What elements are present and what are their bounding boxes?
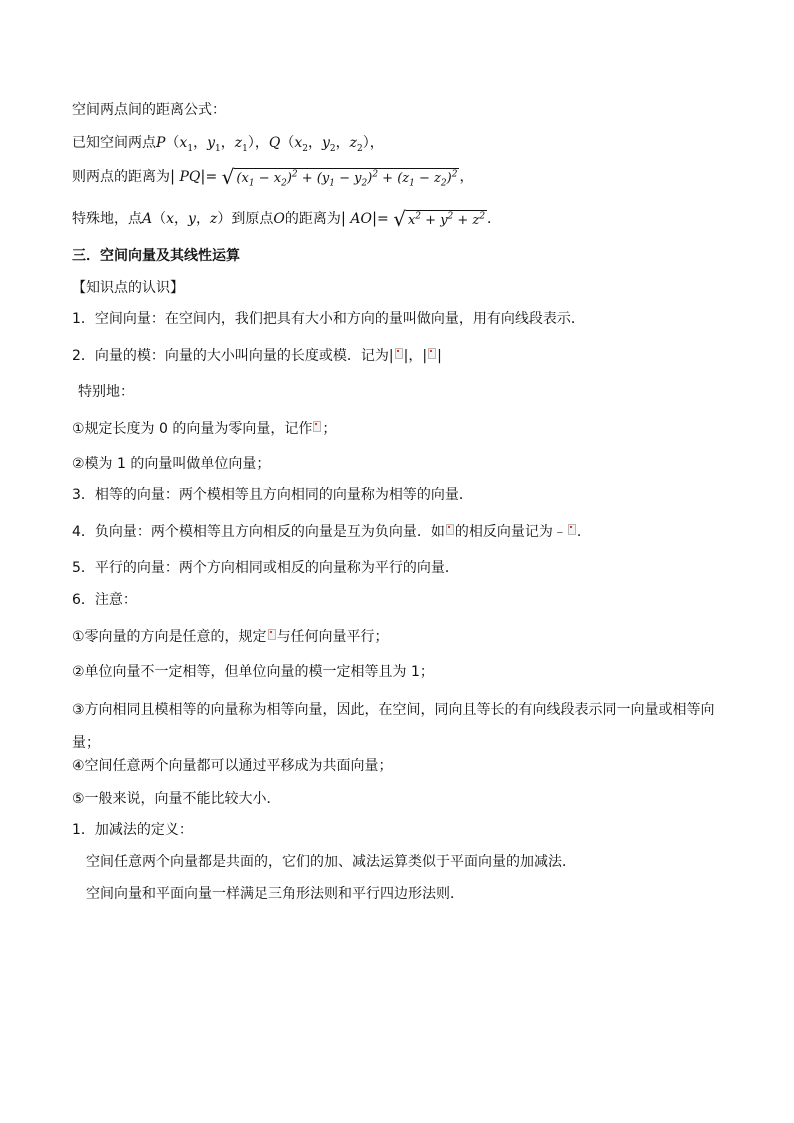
broken-image-icon bbox=[428, 348, 436, 359]
origin-distance-line: 特殊地，点A（x，y，z）到原点O的距离为| AO|= √ $x^2 + y^2 + z^2$ ． bbox=[72, 207, 502, 231]
given-prefix: 已知空间两点 bbox=[72, 135, 156, 151]
note-4: ④空间任意两个向量都可以通过平移成为共面向量； bbox=[72, 758, 393, 774]
ao-distance-formula: | AO|= √ $x^2 + y^2 + z^2$ bbox=[340, 207, 486, 231]
special-mid2: 的距离为 bbox=[284, 211, 341, 227]
broken-image-icon bbox=[395, 348, 403, 359]
note-1-a: ①零向量的方向是任意的，规定 bbox=[72, 629, 267, 645]
item-4-end: ． bbox=[576, 524, 591, 540]
item-2-end: | bbox=[437, 348, 442, 364]
knowledge-header: 【知识点的认识】 bbox=[72, 280, 184, 296]
item-4 bbox=[72, 522, 591, 542]
item-6: 6．注意： bbox=[72, 592, 137, 608]
distance-heading: 空间两点间的距离公式： bbox=[72, 102, 226, 118]
then-prefix: 则两点的距离为 bbox=[72, 169, 170, 185]
broken-image-icon bbox=[568, 524, 576, 535]
special-prefix: 特殊地，点 bbox=[72, 211, 142, 227]
item-2-sep: |，| bbox=[403, 348, 428, 364]
note-1-b: 与任何向量平行； bbox=[276, 629, 389, 645]
item-4-text: 4．负向量：两个模相等且方向相反的向量是互为负向量．如 bbox=[72, 524, 445, 540]
broken-image-icon bbox=[446, 524, 454, 535]
unit-vector-note: ②模为 1 的向量叫做单位向量； bbox=[72, 456, 271, 472]
item-2-text: 2．向量的模：向量的大小叫向量的长度或模．记为| bbox=[72, 348, 394, 364]
note-5: ⑤一般来说，向量不能比较大小． bbox=[72, 791, 281, 807]
item-3: 3．相等的向量：两个模相等且方向相同的向量称为相等的向量． bbox=[72, 487, 473, 503]
note-1 bbox=[72, 627, 389, 647]
add-sub-paragraph-2: 空间向量和平面向量一样满足三角形法则和平行四边形法则． bbox=[86, 886, 464, 902]
zero-vector-note bbox=[72, 419, 336, 439]
zero-vector-text: ①规定长度为 0 的向量为零向量，记作 bbox=[72, 421, 313, 437]
special-mid: 到原点 bbox=[231, 211, 274, 227]
item-2 bbox=[72, 346, 442, 366]
broken-image-icon bbox=[268, 629, 276, 640]
note-3: ③方向相同且模相等的向量称为相等向量，因此，在空间，同向且等长的有向线段表示同一向量或相等向量； bbox=[72, 702, 715, 751]
item-1: 1．空间向量：在空间内，我们把具有大小和方向的量叫做向量，用有向线段表示． bbox=[72, 311, 585, 327]
special-label: 特别地： bbox=[78, 384, 134, 400]
note-2: ②单位向量不一定相等，但单位向量的模一定相等且为 1； bbox=[72, 664, 434, 680]
section-title: 三．空间向量及其线性运算 bbox=[72, 248, 240, 264]
given-points-line: 已知空间两点$P(x_1$，$y_1$，$z_1$），$Q(x_2$，$y_2$，$z_2$）， bbox=[72, 135, 384, 154]
item-4-mid: 的相反向量记为﹣ bbox=[454, 524, 567, 540]
item-5: 5．平行的向量：两个方向相同或相反的向量称为平行的向量． bbox=[72, 560, 459, 576]
distance-formula-line: 则两点的距离为| PQ|= √ $(x_1 - x_2)^2 + (y_1 - y_2)^2 + (z_1 - z_2)^2$ ， bbox=[72, 165, 474, 189]
broken-image-icon bbox=[313, 421, 321, 432]
add-sub-paragraph-1: 空间任意两个向量都是共面的，它们的加、减法运算类似于平面向量的加减法． bbox=[86, 854, 576, 870]
add-sub-title: 1．加减法的定义： bbox=[72, 822, 193, 838]
zero-vector-end: ； bbox=[322, 421, 337, 437]
pq-distance-formula: | PQ|= √ $(x_1 - x_2)^2 + (y_1 - y_2)^2 + (z_1 - z_2)^2$ bbox=[170, 165, 458, 189]
